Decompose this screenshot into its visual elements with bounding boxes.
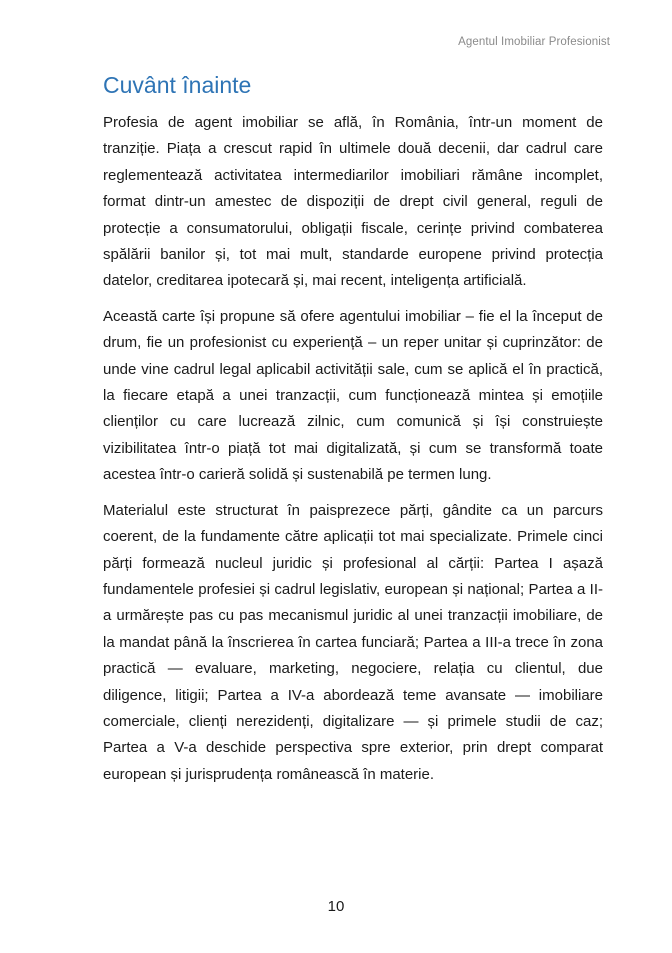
page-number: 10 bbox=[327, 898, 345, 915]
paragraph-1: Profesia de agent imobiliar se află, în România, într-un moment de tranziție. Piața a crescut rapid în ultimele două decenii, dar cadrul care reglementează activitatea intermediarilor imobiliari rămâne incomplet, format dintr-un amestec de dispoziții de drept civil general, reguli de protecție a consumatorului, obligații fiscale, cerințe privind combaterea spălării banilor și, tot mai mult, standarde europene privind protecția datelor, creditarea ipotecară și, mai recent, inteligența artificială. bbox=[103, 114, 603, 290]
chapter-title: Cuvânt înainte bbox=[103, 72, 252, 98]
paragraph-3: Materialul este structurat în paisprezece părți, gândite ca un parcurs coerent, de la fundamente către aplicații tot mai specializate. Primele cinci părți formează nucleul juridic și profesional al cărții: Partea I așază fundamentele profesiei și cadrul legislativ, european și național; Partea a II-a urmărește pas cu pas mecanismul juridic al unei tranzacții imobiliare, de la mandat până la înscrierea în cartea funciară; Partea a III-a trece în zona practică — evaluare, marketing, negociere, relația cu clientul, due diligence, litigii; Partea a IV-a abordează teme avansate — imobiliare comerciale, clienți nerezidenți, digitalizare — și primele studii de caz; Partea a V-a deschide perspectiva spre exterior, prin drept comparat european și jurisprudența românească în materie. bbox=[103, 501, 603, 783]
page-body bbox=[103, 70, 603, 797]
paragraph-2: Această carte își propune să ofere agentului imobiliar – fie el la început de drum, fie un profesionist cu experiență – un reper unitar și cuprinzător: de unde vine cadrul legal aplicabil activității sale, cum se aplică el în practică, la fiecare etapă a unei tranzacții, cum funcționează mintea și emoțiile clienților cu care lucrează zilnic, cum comunică și își construiește vizibilitatea într-o piață tot mai digitalizată, și cum se transformă toate acestea într-o carieră solidă și sustenabilă pe termen lung. bbox=[103, 307, 603, 484]
running-header: Agentul Imobiliar Profesionist bbox=[458, 36, 610, 48]
